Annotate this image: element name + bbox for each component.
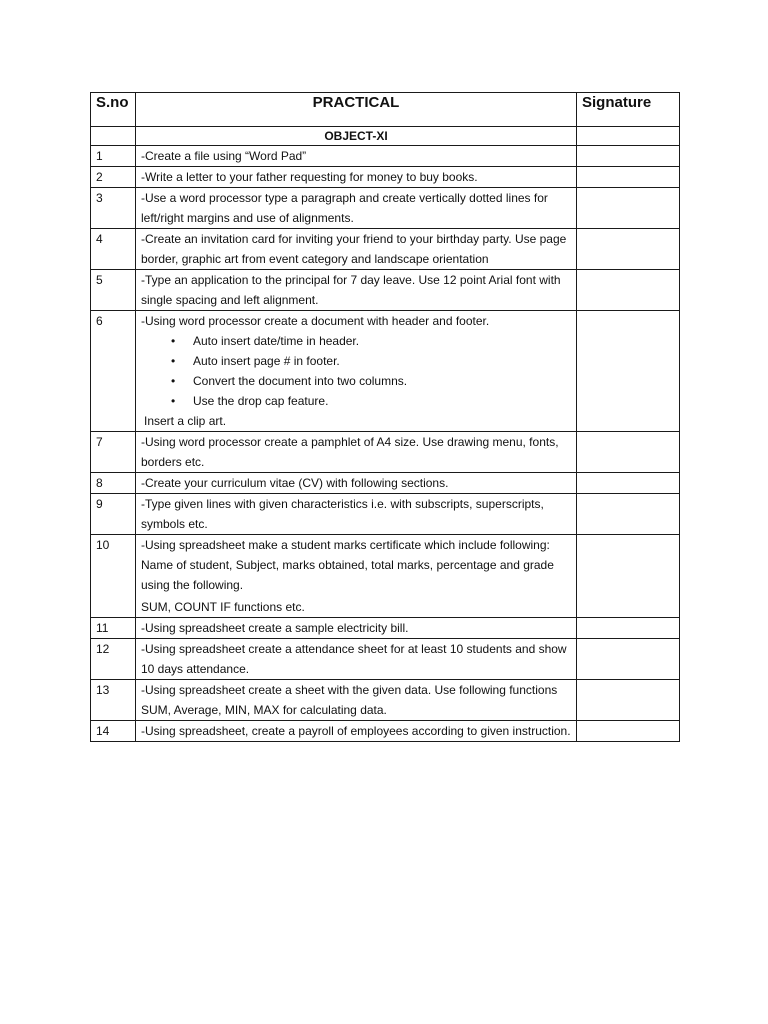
row-signature-cell [577, 639, 680, 680]
row-sno: 2 [91, 167, 136, 188]
section-cell [136, 127, 577, 146]
row-signature-cell [577, 680, 680, 721]
row-practical: -Using spreadsheet create a sheet with the given data. Use following functions SUM, Average, MIN, MAX for calculating data. [136, 680, 577, 721]
row-sno: 1 [91, 146, 136, 167]
table-row [91, 680, 680, 721]
row-practical: -Create an invitation card for inviting your friend to your birthday party. Use page border, graphic art from event category and landscape orientation [136, 229, 577, 270]
row-sno: 6 [91, 311, 136, 432]
row-practical: -Create your curriculum vitae (CV) with following sections. [136, 473, 577, 494]
row-practical: -Using word processor create a pamphlet of A4 size. Use drawing menu, fonts, borders etc. [136, 432, 577, 473]
table-row [91, 639, 680, 680]
table-row [91, 535, 680, 618]
row-sno: 7 [91, 432, 136, 473]
row-signature-cell [577, 494, 680, 535]
row-practical: -Use a word processor type a paragraph and create vertically dotted lines for left/right margins and use of alignments. [136, 188, 577, 229]
row-signature-cell [577, 618, 680, 639]
section-label: OBJECT-XI [324, 129, 388, 143]
row-practical: -Using word processor create a document with header and footer. [141, 314, 490, 328]
row-sno: 14 [91, 721, 136, 742]
table-row [91, 494, 680, 535]
table-row [91, 229, 680, 270]
row-signature-cell [577, 270, 680, 311]
row-signature-cell [577, 167, 680, 188]
row-sno: 9 [91, 494, 136, 535]
row-signature-cell [577, 535, 680, 618]
table-row [91, 473, 680, 494]
bullet-item: • Convert the document into two columns. [171, 371, 571, 391]
table-header-row [91, 93, 680, 127]
row-sno: 5 [91, 270, 136, 311]
row-sno: 13 [91, 680, 136, 721]
bullet-list [141, 331, 571, 411]
row-sno: 12 [91, 639, 136, 680]
section-sno-cell [91, 127, 136, 146]
row-signature-cell [577, 432, 680, 473]
header-signature: Signature [577, 93, 680, 127]
bullet-item: • Auto insert date/time in header. [171, 331, 571, 351]
row-extra-line: SUM, COUNT IF functions etc. [141, 600, 305, 614]
row-practical-cell [136, 535, 577, 618]
practicals-table [90, 92, 680, 742]
table-row [91, 618, 680, 639]
row-sno: 8 [91, 473, 136, 494]
row-sno: 4 [91, 229, 136, 270]
row-practical-cell [136, 311, 577, 432]
row-practical: -Type an application to the principal for 7 day leave. Use 12 point Arial font with single spacing and left alignment. [136, 270, 577, 311]
row-sno: 10 [91, 535, 136, 618]
row-signature-cell [577, 188, 680, 229]
row-signature-cell [577, 721, 680, 742]
table-row [91, 721, 680, 742]
bullet-item: • Auto insert page # in footer. [171, 351, 571, 371]
row-signature-cell [577, 146, 680, 167]
row-signature-cell [577, 229, 680, 270]
row-practical: -Using spreadsheet create a attendance sheet for at least 10 students and show 10 days attendance. [136, 639, 577, 680]
section-signature-cell [577, 127, 680, 146]
table-row [91, 270, 680, 311]
table-row [91, 167, 680, 188]
row-signature-cell [577, 473, 680, 494]
row-practical: -Type given lines with given characteristics i.e. with subscripts, superscripts, symbols etc. [136, 494, 577, 535]
table-row [91, 188, 680, 229]
row-practical: -Using spreadsheet, create a payroll of employees according to given instruction. [136, 721, 577, 742]
row-practical: -Using spreadsheet make a student marks certificate which include following: Name of student, Subject, marks obtained, total marks, percentage and grade using the following. [141, 538, 554, 592]
section-row [91, 127, 680, 146]
row-signature-cell [577, 311, 680, 432]
row-practical: -Using spreadsheet create a sample electricity bill. [136, 618, 577, 639]
bullet-item: • Use the drop cap feature. [171, 391, 571, 411]
table-row [91, 432, 680, 473]
row-practical: -Write a letter to your father requesting for money to buy books. [136, 167, 577, 188]
row-sno: 11 [91, 618, 136, 639]
table-row [91, 146, 680, 167]
row-practical: -Create a file using “Word Pad” [136, 146, 577, 167]
table-row [91, 311, 680, 432]
header-sno: S.no [91, 93, 136, 127]
row-sno: 3 [91, 188, 136, 229]
row-extra-line: Insert a clip art. [144, 414, 227, 428]
header-practical: PRACTICAL [136, 93, 577, 127]
